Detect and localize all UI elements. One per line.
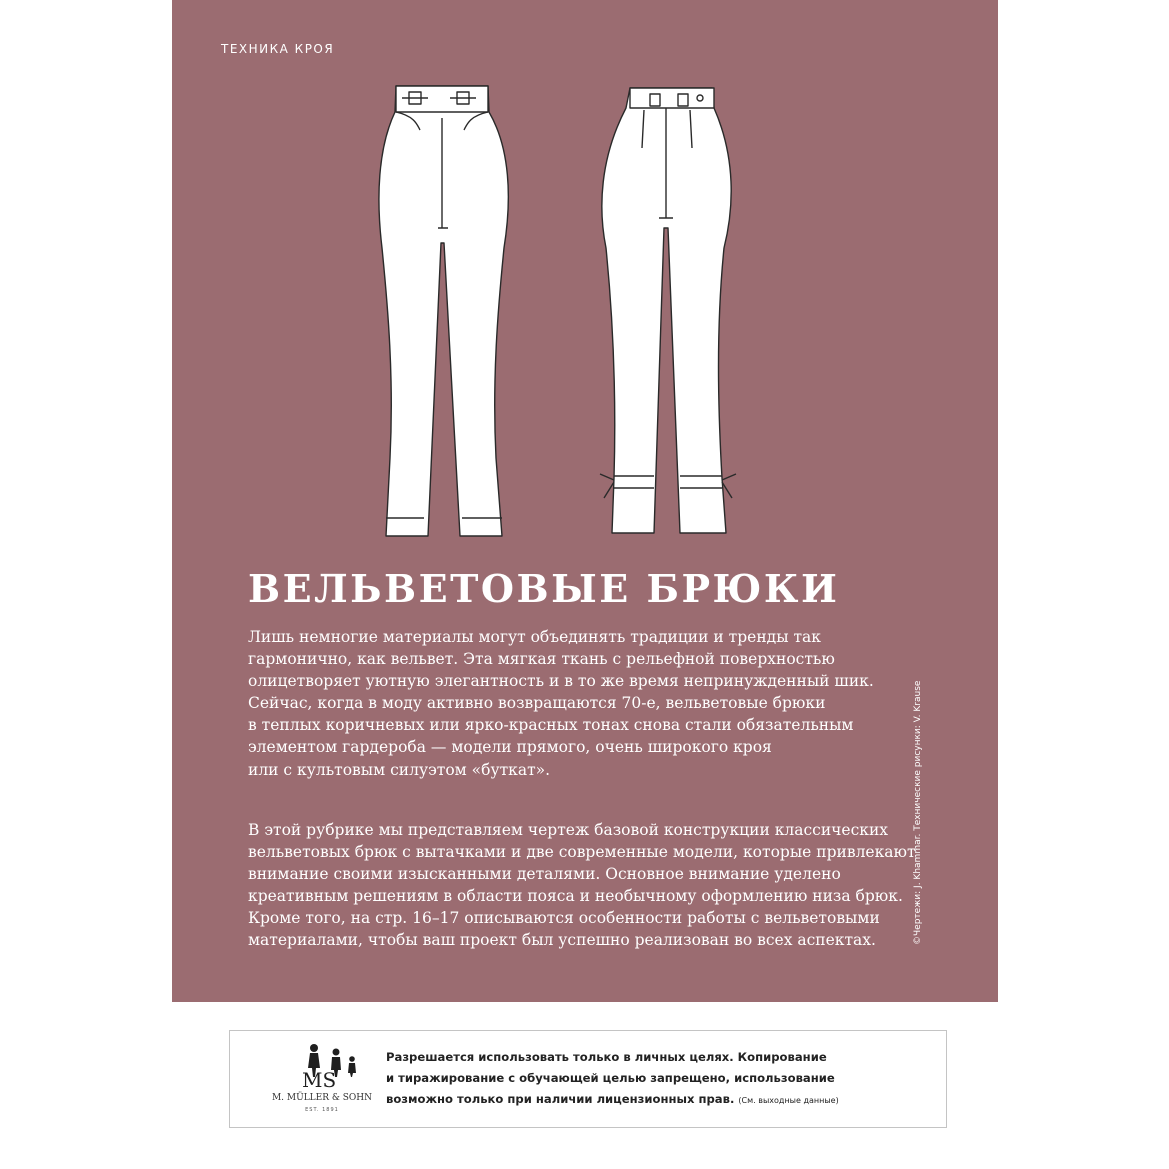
- intro-paragraph: [248, 626, 888, 781]
- publisher-name: M. MÜLLER & SOHN: [271, 1093, 373, 1103]
- publisher-established: EST. 1891: [305, 1107, 339, 1113]
- notice-line: и тиражирование с обучающей целью запрещено, использование: [386, 1071, 835, 1085]
- image-credit: ©Чертежи: J. Khammar. Технические рисунки: V. Krause: [913, 680, 923, 945]
- color-panel: [172, 0, 998, 1002]
- paragraph-line: Лишь немногие материалы могут объединять традиции и тренды так: [248, 628, 821, 646]
- paragraph-line: материалами, чтобы ваш проект был успешно реализован во всех аспектах.: [248, 931, 876, 950]
- trousers-right-drawing: [600, 88, 736, 533]
- paragraph-line: олицетворяет уютную элегантность и в то же время непринужденный шик.: [248, 672, 874, 691]
- paragraph-line: Сейчас, когда в моду активно возвращаются 70-е, вельветовые брюки: [248, 694, 826, 713]
- paragraph-line: вельветовых брюк с вытачками и две современные модели, которые привлекают: [248, 843, 916, 862]
- article-title: ВЕЛЬВЕТОВЫЕ БРЮКИ: [248, 566, 840, 611]
- body-paragraph: [248, 819, 916, 952]
- license-notice: [386, 1047, 926, 1111]
- paragraph-line: Кроме того, на стр. 16–17 описываются особенности работы с вельветовыми: [248, 909, 880, 928]
- notice-line: возможно только при наличии лицензионных прав.: [386, 1092, 735, 1106]
- trousers-technical-drawing: [362, 78, 782, 546]
- publisher-logo: [260, 1037, 384, 1121]
- paragraph-line: креативным решениям в области пояса и необычному оформлению низа брюк.: [248, 887, 903, 906]
- notice-line-3: [386, 1089, 926, 1111]
- notice-imprint-ref: (См. выходные данные): [738, 1096, 839, 1105]
- paragraph-line: внимание своими изысканными деталями. Основное внимание уделено: [248, 865, 841, 884]
- paragraph-line: в теплых коричневых или ярко-красных тонах снова стали обязательным: [248, 716, 854, 735]
- paragraph-line: элементом гардероба — модели прямого, очень широкого кроя: [248, 738, 772, 757]
- paragraph-line: гармонично, как вельвет. Эта мягкая ткань с рельефной поверхностью: [248, 650, 835, 669]
- family-logo-icon: [260, 1037, 384, 1093]
- notice-line: Разрешается использовать только в личных целях. Копирование: [386, 1050, 827, 1064]
- section-label: ТЕХНИКА КРОЯ: [221, 42, 335, 56]
- trousers-left-drawing: [379, 86, 508, 536]
- license-notice-box: [229, 1030, 947, 1128]
- paragraph-line: или с культовым силуэтом «буткат».: [248, 760, 551, 779]
- page: [172, 0, 998, 1169]
- monogram-text: MS: [302, 1068, 337, 1092]
- paragraph-line: В этой рубрике мы представляем чертеж базовой конструкции классических: [248, 821, 889, 839]
